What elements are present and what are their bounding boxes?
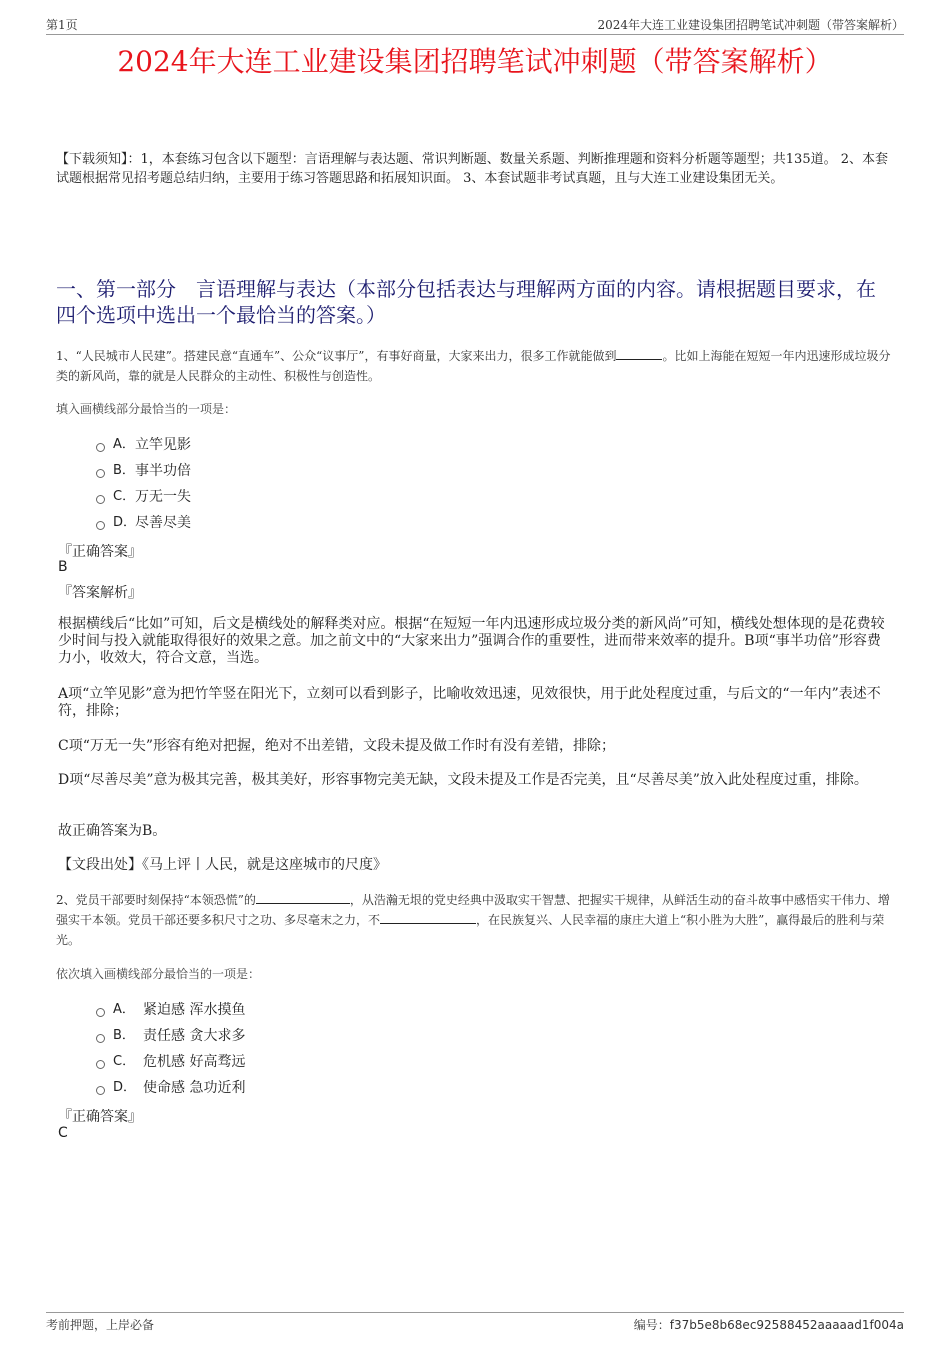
- question-1-prompt: 填入画横线部分最恰当的一项是：: [56, 402, 237, 416]
- analysis-paragraph: D项“尽善尽美”意为极其完善，极其美好，形容事物完美无缺，文段未提及工作是否完美，且“尽善尽美”放入此处程度过重，排除。: [58, 772, 868, 788]
- question-2-prompt: 依次填入画横线部分最恰当的一项是：: [56, 967, 261, 981]
- analysis-conclusion: 故正确答案为B。: [58, 823, 167, 839]
- option-d[interactable]: D． 尽善尽美: [96, 510, 191, 536]
- option-b[interactable]: B． 责任感 贪大求多: [96, 1023, 245, 1049]
- option-c[interactable]: C． 万无一失: [96, 484, 191, 510]
- question-2-options: [96, 997, 245, 1101]
- radio-icon[interactable]: [96, 443, 105, 452]
- analysis-paragraph: C项“万无一失”形容有绝对把握，绝对不出差错，文段未提及做工作时有没有差错，排除；: [58, 738, 616, 754]
- question-2-stem: 2、党员干部要时刻保持“本领恐慌”的 ，从浩瀚无垠的党史经典中汲取实干智慧、把握实干规律，从鲜活生动的奋斗故事中感悟实干伟力、增强实干本领。党员干部还要多积尺寸之功、多尽毫末之力，不 ，在民族复兴、人民幸福的康庄大道上“积小胜为大胜”，赢得最后的胜利与荣光。: [56, 890, 894, 950]
- correct-answer: B: [58, 559, 68, 575]
- radio-icon[interactable]: [96, 469, 105, 478]
- footer-code: 编号：f37b5e8b68ec92588452aaaaad1f004a: [633, 1318, 904, 1332]
- footer-slogan: 考前押题，上岸必备: [46, 1318, 155, 1332]
- text-source: 【文段出处】《马上评丨人民，就是这座城市的尺度》: [58, 857, 387, 873]
- analysis-paragraph: 根据横线后“比如”可知，后文是横线处的解释类对应。根据“在短短一年内迅速形成垃圾分类的新风尚”可知，横线处想体现的是花费较少时间与投入就能取得很好的效果之意。加之前文中的“大家来出力”强调合作的重要性，进而带来效率的提升。B项“事半功倍”形容费力小，收效大，符合文意，当选。: [58, 616, 885, 666]
- fill-blank: [256, 890, 350, 904]
- option-a[interactable]: A． 立竿见影: [96, 432, 191, 458]
- document-title: 2024年大连工业建设集团招聘笔试冲刺题（带答案解析）: [117, 45, 833, 78]
- radio-icon[interactable]: [96, 1008, 105, 1017]
- radio-icon[interactable]: [96, 495, 105, 504]
- option-b[interactable]: B． 事半功倍: [96, 458, 191, 484]
- option-d[interactable]: D． 使命感 急功近利: [96, 1075, 245, 1101]
- section-title: 一、第一部分 言语理解与表达（本部分包括表达与理解两方面的内容。请根据题目要求，在四个选项中选出一个最恰当的答案。）: [56, 277, 876, 327]
- option-c[interactable]: C． 危机感 好高骛远: [96, 1049, 245, 1075]
- radio-icon[interactable]: [96, 1086, 105, 1095]
- page-header: [46, 14, 904, 35]
- radio-icon[interactable]: [96, 1060, 105, 1069]
- answer-label: 『正确答案』: [58, 1109, 142, 1125]
- radio-icon[interactable]: [96, 1034, 105, 1043]
- fill-blank: [616, 346, 662, 360]
- question-1-options: [96, 432, 191, 536]
- fill-blank: [380, 910, 476, 924]
- header-doc-title: 2024年大连工业建设集团招聘笔试冲刺题（带答案解析）: [597, 18, 904, 32]
- option-a[interactable]: A． 紧迫感 浑水摸鱼: [96, 997, 245, 1023]
- question-1-stem: 1、“人民城市人民建”。搭建民意“直通车”、公众“议事厅”，有事好商量，大家来出力，很多工作就能做到 。比如上海能在短短一年内迅速形成垃圾分类的新风尚，靠的就是人民群众的主动性、积极性与创造性。: [56, 346, 894, 386]
- analysis-label: 『答案解析』: [58, 585, 142, 601]
- radio-icon[interactable]: [96, 521, 105, 530]
- answer-label: 『正确答案』: [58, 544, 142, 560]
- page-footer: [46, 1312, 904, 1333]
- correct-answer: C: [58, 1125, 68, 1141]
- analysis-paragraph: A项“立竿见影”意为把竹竿竖在阳光下，立刻可以看到影子，比喻收效迅速，见效很快，用于此处程度过重，与后文的“一年内”表述不符，排除；: [58, 686, 881, 719]
- download-notice: 【下载须知】：1，本套练习包含以下题型：言语理解与表达题、常识判断题、数量关系题、判断推理题和资料分析题等题型；共135道。 2、本套试题根据常见招考题总结归纳，主要用于练习答题思路和拓展知识面。 3、本套试题非考试真题，且与大连工业建设集团无关。: [56, 152, 888, 186]
- page-number: 第1页: [46, 18, 78, 32]
